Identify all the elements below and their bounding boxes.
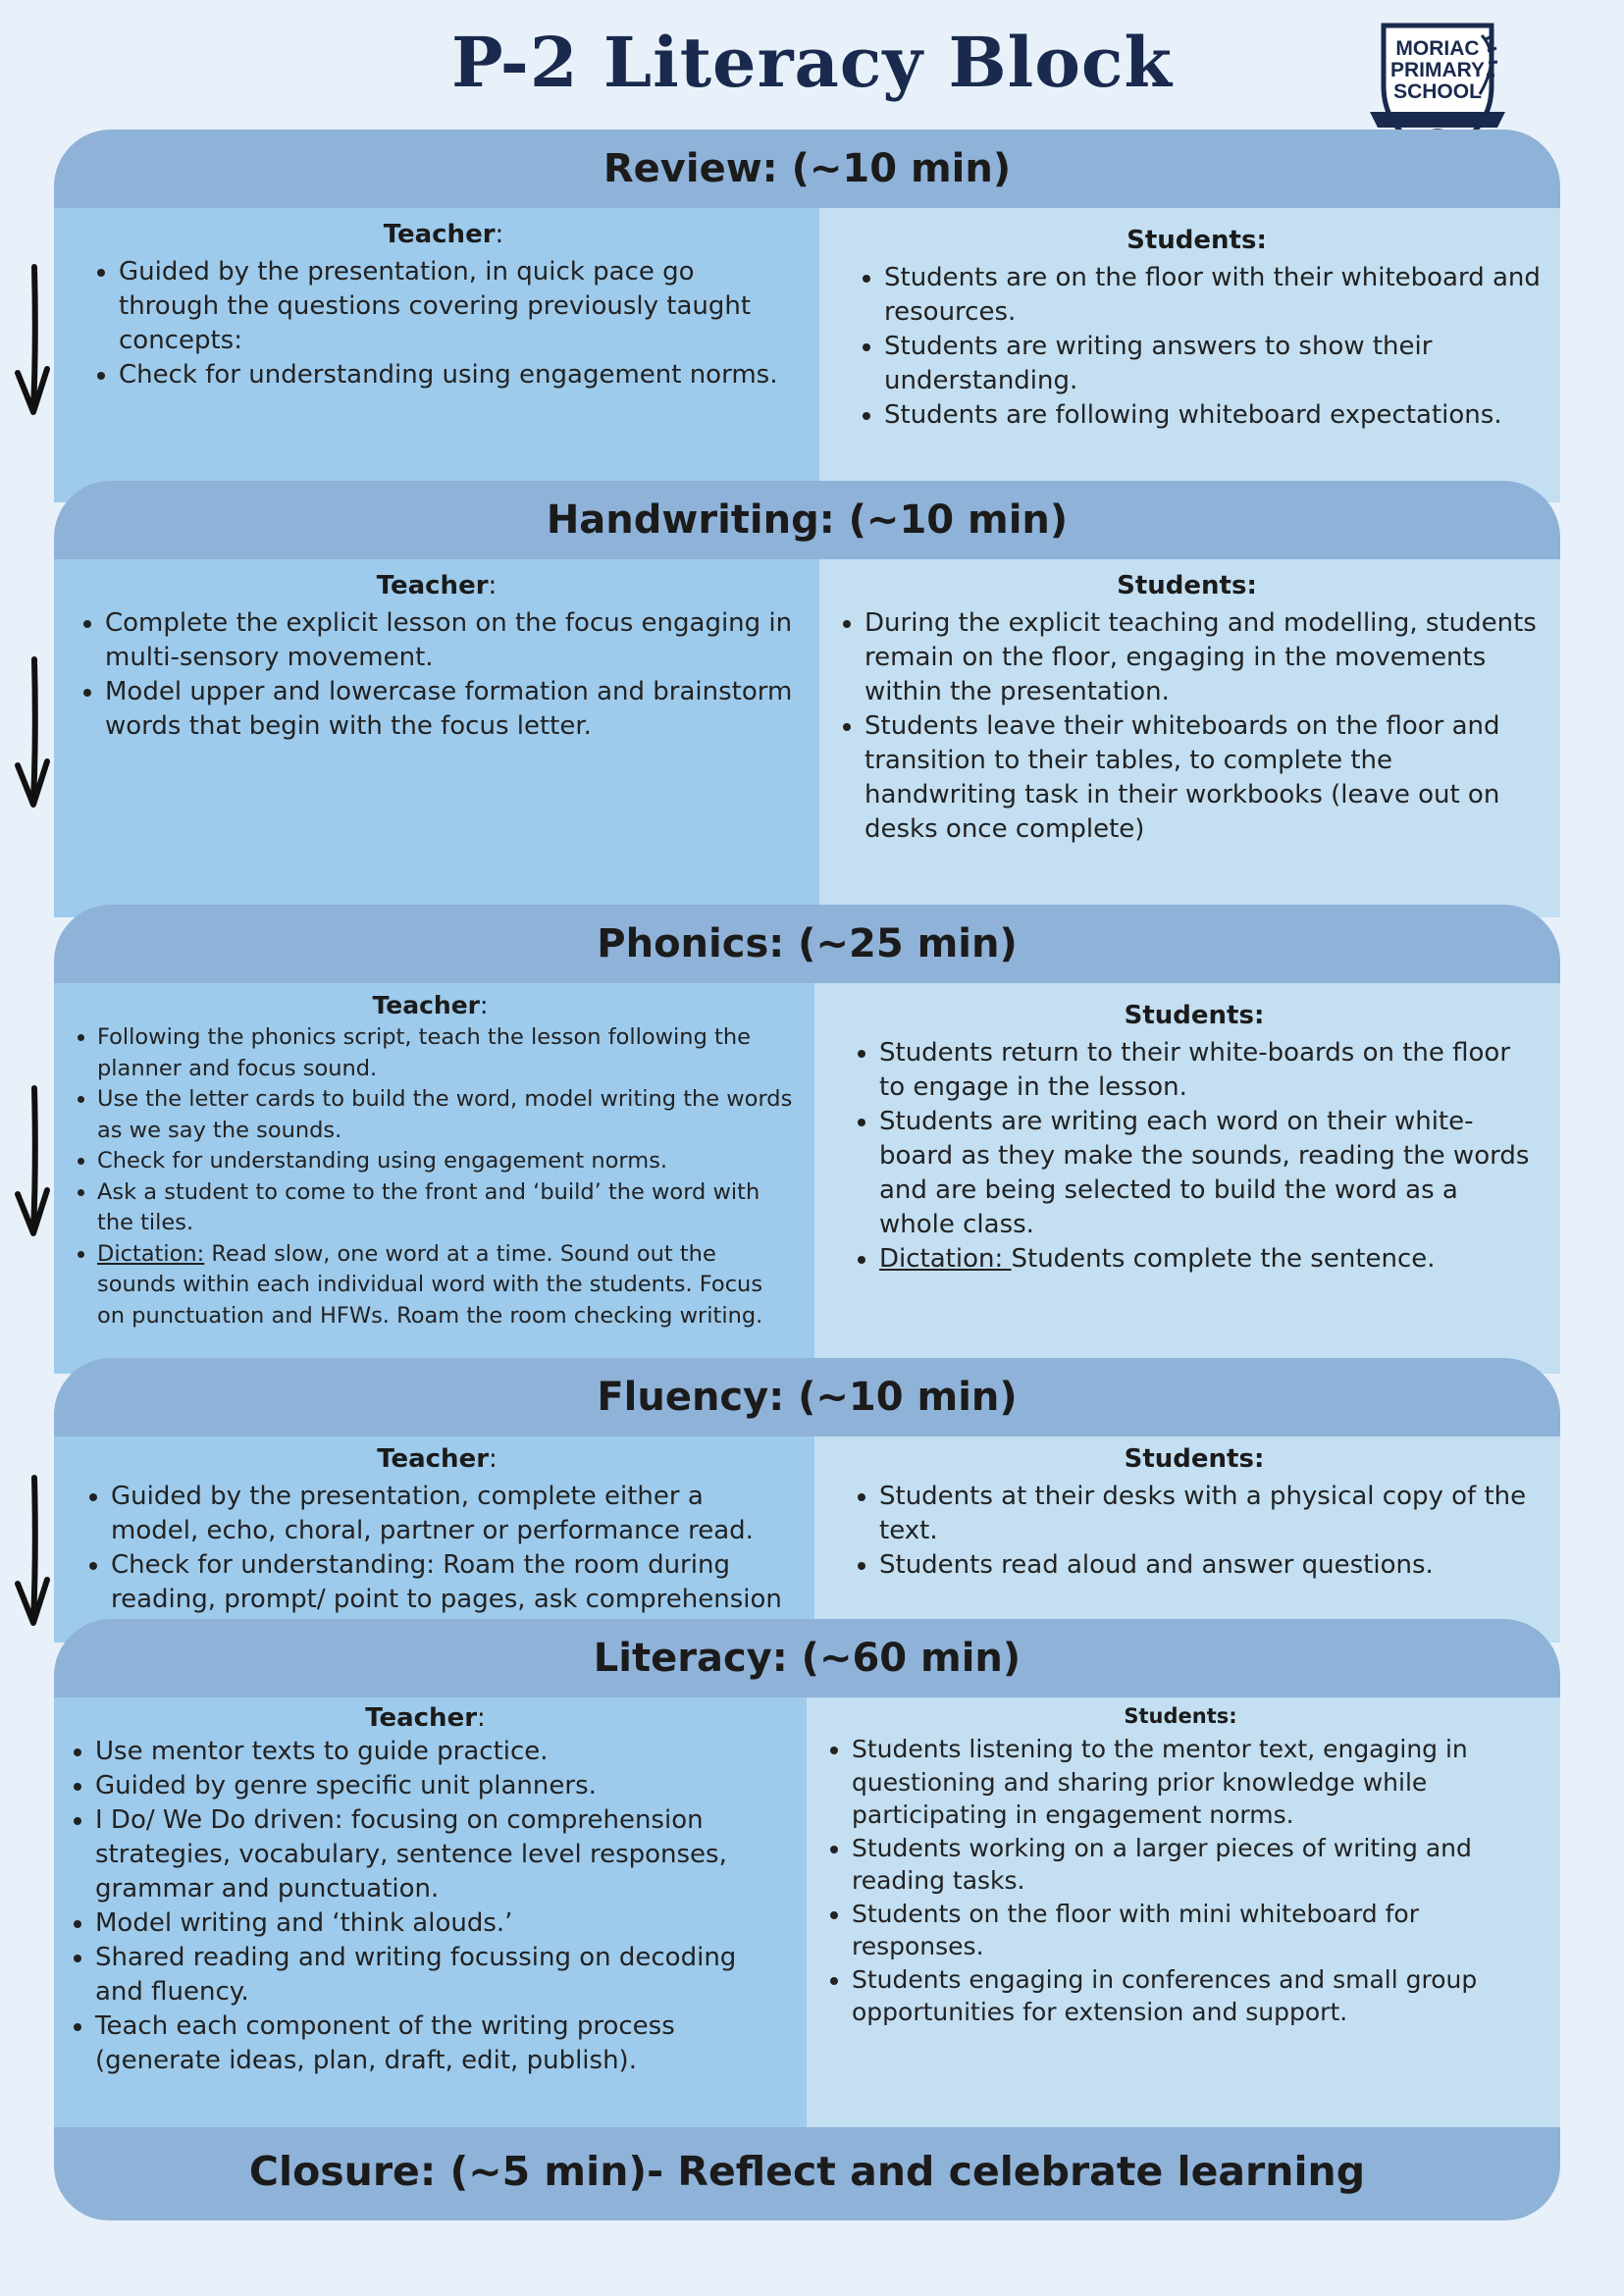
dictation-text: Read slow, one word at a time. Sound out the sounds within each individual word with the students. Focus on punctuation and HFWs. Roam the room checking writing. bbox=[97, 1240, 763, 1329]
list-item: • Model writing and ‘think alouds.’ bbox=[95, 1906, 787, 1941]
students-label: Students: bbox=[1124, 1704, 1237, 1728]
teacher-list bbox=[74, 606, 800, 744]
list-item bbox=[879, 1242, 1541, 1277]
list-item: • Students are following whiteboard expectations. bbox=[884, 398, 1541, 433]
list-item: • Students at their desks with a physical copy of the text. bbox=[879, 1480, 1541, 1548]
logo-text-line2: PRIMARY bbox=[1389, 59, 1486, 81]
dictation-label: Dictation: bbox=[879, 1244, 1012, 1274]
page-title: P-2 Literacy Block bbox=[450, 22, 1174, 103]
list-item: • Students engaging in conferences and small group opportunities for extension and support. bbox=[852, 1963, 1541, 2029]
teacher-list bbox=[66, 1022, 795, 1331]
teacher-column bbox=[54, 1697, 807, 2127]
list-item bbox=[97, 1239, 795, 1332]
teacher-list bbox=[64, 1735, 787, 2078]
list-item: • Check for understanding using engagement norms. bbox=[119, 358, 800, 392]
list-item: • Teach each component of the writing process (generate ideas, plan, draft, edit, publish). bbox=[95, 2009, 787, 2078]
list-item: • Students on the floor with mini whiteboard for responses. bbox=[852, 1898, 1541, 1963]
down-arrow-icon bbox=[14, 263, 53, 420]
section-review bbox=[54, 130, 1560, 502]
down-arrow-icon bbox=[14, 1474, 53, 1631]
list-item: • Ask a student to come to the front and ‘build’ the word with the tiles. bbox=[97, 1177, 795, 1239]
teacher-label: Teacher: bbox=[383, 220, 504, 249]
list-item: • Shared reading and writing focussing on decoding and fluency. bbox=[95, 1941, 787, 2009]
down-arrow-icon bbox=[14, 1084, 53, 1241]
list-item: • During the explicit teaching and modelling, students remain on the floor, engaging in the movements within the presentation. bbox=[864, 606, 1541, 709]
students-label: Students: bbox=[1124, 1001, 1265, 1030]
students-list bbox=[833, 606, 1541, 847]
students-list bbox=[853, 261, 1541, 433]
section-header: Phonics: (~25 min) bbox=[54, 905, 1560, 983]
teacher-label: Teacher: bbox=[377, 1444, 498, 1474]
students-label: Students: bbox=[1126, 226, 1267, 255]
teacher-label: Teacher: bbox=[365, 1703, 486, 1733]
list-item: • Students listening to the mentor text, engaging in questioning and sharing prior knowledge while participating in engagement norms. bbox=[852, 1733, 1541, 1832]
list-item: • Students are on the floor with their whiteboard and resources. bbox=[884, 261, 1541, 330]
students-label: Students: bbox=[1124, 1444, 1265, 1474]
list-item: • Model upper and lowercase formation and brainstorm words that begin with the focus letter. bbox=[105, 675, 800, 744]
list-item: • Guided by the presentation, complete either a model, echo, choral, partner or performance read. bbox=[111, 1480, 795, 1548]
section-phonics bbox=[54, 905, 1560, 1374]
list-item: • Guided by genre specific unit planners. bbox=[95, 1769, 787, 1803]
list-item: • Students are writing answers to show their understanding. bbox=[884, 330, 1541, 398]
logo-text-line3: SCHOOL bbox=[1393, 80, 1482, 103]
teacher-column bbox=[54, 1436, 814, 1643]
students-column bbox=[819, 559, 1560, 917]
dictation-text: Students complete the sentence. bbox=[1011, 1244, 1436, 1274]
teacher-label: Teacher: bbox=[372, 991, 489, 1019]
list-item: • Students working on a larger pieces of writing and reading tasks. bbox=[852, 1832, 1541, 1898]
students-column bbox=[807, 1697, 1560, 2127]
students-list bbox=[848, 1036, 1541, 1277]
list-item: • Use the letter cards to build the word, model writing the words as we say the sounds. bbox=[97, 1084, 795, 1146]
students-column bbox=[814, 1436, 1560, 1643]
students-list bbox=[848, 1480, 1541, 1583]
students-list bbox=[820, 1733, 1541, 2029]
teacher-column bbox=[54, 559, 819, 917]
list-item: • Guided by the presentation, in quick pace go through the questions covering previously taught concepts: bbox=[119, 255, 800, 358]
list-item: • Students return to their white-boards on the floor to engage in the lesson. bbox=[879, 1036, 1541, 1105]
teacher-column bbox=[54, 208, 819, 502]
list-item: • Following the phonics script, teach the lesson following the planner and focus sound. bbox=[97, 1022, 795, 1084]
section-header: Fluency: (~10 min) bbox=[54, 1358, 1560, 1436]
dictation-label: Dictation: bbox=[97, 1240, 205, 1267]
teacher-list bbox=[87, 255, 800, 392]
section-header: Handwriting: (~10 min) bbox=[54, 481, 1560, 559]
down-arrow-icon bbox=[14, 655, 53, 812]
section-literacy bbox=[54, 1619, 1560, 2127]
logo-text-line1: MORIAC bbox=[1395, 37, 1480, 60]
list-item: • Students read aloud and answer questions. bbox=[879, 1548, 1541, 1583]
list-item: • Check for understanding: Roam the room during reading, prompt/ point to pages, ask comprehension bbox=[111, 1548, 795, 1651]
list-item: • Students leave their whiteboards on the floor and transition to their tables, to complete the handwriting task in their workbooks (leave out on desks once complete) bbox=[864, 709, 1541, 847]
students-label: Students: bbox=[1117, 571, 1257, 600]
section-header: Literacy: (~60 min) bbox=[54, 1619, 1560, 1697]
students-column bbox=[819, 208, 1560, 502]
list-item: • Complete the explicit lesson on the focus engaging in multi-sensory movement. bbox=[105, 606, 800, 675]
list-item: • Students are writing each word on their white-board as they make the sounds, reading the words and are being selected to build the word as a whole class. bbox=[879, 1105, 1541, 1242]
section-handwriting bbox=[54, 481, 1560, 917]
students-column bbox=[814, 983, 1560, 1374]
teacher-label: Teacher: bbox=[376, 571, 498, 600]
closure-banner: Closure: (~5 min)- Reflect and celebrate learning bbox=[54, 2127, 1560, 2220]
section-fluency bbox=[54, 1358, 1560, 1643]
list-item: • Check for understanding using engagement norms. bbox=[97, 1146, 795, 1177]
list-item: • I Do/ We Do driven: focusing on comprehension strategies, vocabulary, sentence level responses, grammar and punctuation. bbox=[95, 1803, 787, 1906]
section-header: Review: (~10 min) bbox=[54, 130, 1560, 208]
teacher-column bbox=[54, 983, 814, 1374]
list-item: • Use mentor texts to guide practice. bbox=[95, 1735, 787, 1769]
